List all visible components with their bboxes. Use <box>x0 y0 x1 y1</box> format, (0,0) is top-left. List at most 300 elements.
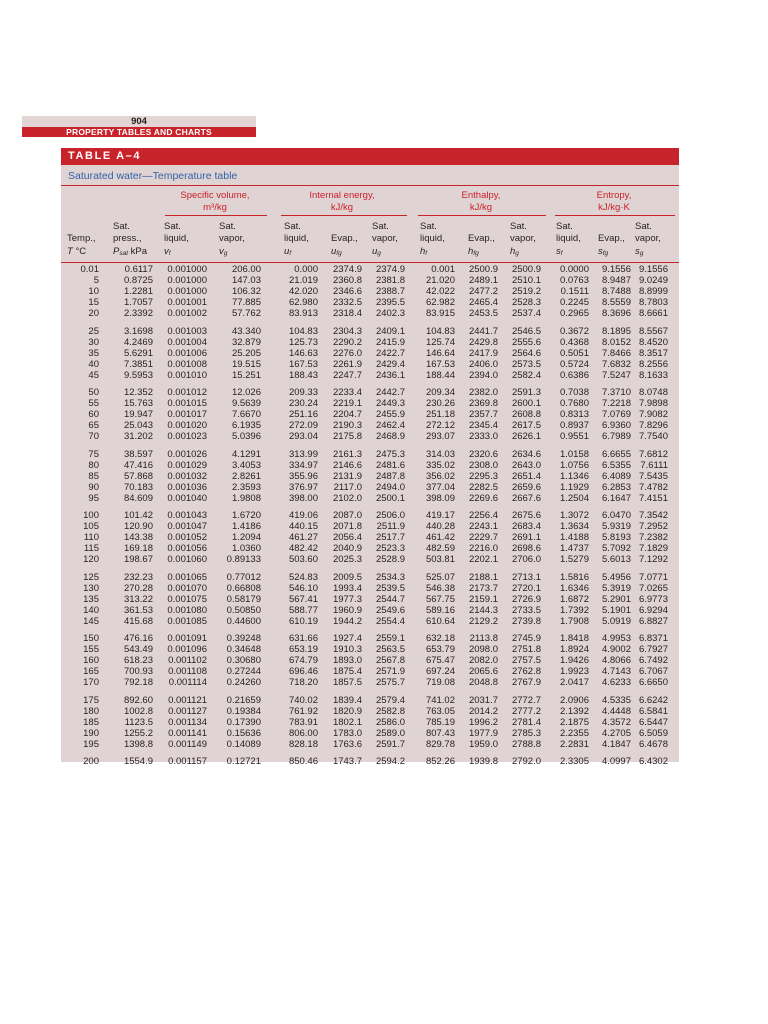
table-row <box>61 275 679 286</box>
table-cell: 632.18 <box>425 633 455 644</box>
table-title-bar <box>61 148 679 165</box>
table-cell: 2589.0 <box>375 727 405 739</box>
table-cell: 4.0997 <box>601 756 631 767</box>
table-cell: 8.0152 <box>601 336 631 348</box>
table-cell: 761.92 <box>288 705 318 717</box>
table-cell: 8.9487 <box>601 275 631 286</box>
table-cell: 155 <box>83 644 99 655</box>
table-cell: 2781.4 <box>511 716 541 728</box>
table-cell: 180 <box>83 705 99 717</box>
table-cell: 57.762 <box>231 308 261 319</box>
table-cell: 398.00 <box>288 492 318 504</box>
table-cell: 0.27244 <box>226 666 261 677</box>
table-cell: 167.53 <box>425 358 455 370</box>
table-cell: 21.020 <box>425 275 455 286</box>
table-cell: 785.19 <box>425 716 455 728</box>
table-cell: 19.515 <box>231 358 261 370</box>
table-cell: 7.4151 <box>638 492 668 504</box>
table-cell: 806.00 <box>288 727 318 739</box>
table-title: TABLE A–4 <box>68 150 142 162</box>
table-cell: 2031.7 <box>468 694 498 706</box>
table-cell: 0.001000 <box>167 264 207 275</box>
table-cell: 2429.4 <box>375 358 405 370</box>
column-header: Sat. liquid, $u_f$ <box>284 220 309 257</box>
table-cell: 543.49 <box>123 644 153 655</box>
table-cell: 0.34648 <box>226 644 261 655</box>
table-cell: 8.5559 <box>601 297 631 308</box>
table-cell: 2161.3 <box>332 448 362 460</box>
table-row <box>61 532 679 543</box>
table-cell: 2591.3 <box>511 387 541 398</box>
table-cell: 0.8725 <box>123 275 153 286</box>
table-cell: 146.64 <box>425 347 455 359</box>
table-row <box>61 605 679 616</box>
table-cell: 2269.6 <box>468 492 498 504</box>
table-cell: 6.8371 <box>638 633 668 644</box>
table-cell: 2554.4 <box>375 615 405 627</box>
table-cell: 674.79 <box>288 655 318 666</box>
table-cell: 355.96 <box>288 470 318 482</box>
table-cell: 2.2831 <box>559 738 589 750</box>
table-cell: 2204.7 <box>332 409 362 420</box>
table-cell: 2406.0 <box>468 358 498 370</box>
table-row <box>61 644 679 655</box>
column-header: Evap., $s_{fg}$ <box>598 233 625 257</box>
table-row <box>61 728 679 739</box>
table-cell: 101.42 <box>123 510 153 521</box>
table-row <box>61 387 679 398</box>
table-cell: 7.6832 <box>601 358 631 370</box>
table-cell: 2.3305 <box>559 756 589 767</box>
table-cell: 1.2504 <box>559 492 589 504</box>
column-header: Sat. liquid, $s_f$ <box>556 220 581 257</box>
table-row <box>61 264 679 275</box>
table-cell: 2290.2 <box>332 336 362 348</box>
table-cell: 852.26 <box>425 756 455 767</box>
table-cell: 1.4737 <box>559 543 589 554</box>
table-cell: 4.9953 <box>601 633 631 644</box>
table-cell: 2559.1 <box>375 633 405 644</box>
table-cell: 588.77 <box>288 604 318 616</box>
table-row <box>61 471 679 482</box>
table-cell: 2188.1 <box>468 571 498 583</box>
table-cell: 2772.7 <box>511 694 541 706</box>
table-cell: 7.0771 <box>638 571 668 583</box>
table-cell: 567.75 <box>425 593 455 605</box>
table-cell: 828.18 <box>288 738 318 750</box>
table-cell: 8.2556 <box>638 358 668 370</box>
table-cell: 6.7492 <box>638 655 668 666</box>
table-cell: 2332.5 <box>332 297 362 308</box>
table-cell: 2739.8 <box>511 615 541 627</box>
table-cell: 1783.0 <box>332 727 362 739</box>
table-cell: 2374.9 <box>332 264 362 275</box>
table-cell: 60 <box>88 409 99 420</box>
table-cell: 2402.3 <box>375 308 405 319</box>
table-cell: 546.38 <box>425 582 455 594</box>
table-cell: 15.763 <box>123 398 153 409</box>
table-cell: 30 <box>88 336 99 348</box>
table-cell: 4.5335 <box>601 694 631 706</box>
table-cell: 143.38 <box>123 532 153 543</box>
table-cell: 0.001008 <box>167 358 207 370</box>
table-cell: 125 <box>83 571 99 583</box>
table-cell: 2573.5 <box>511 358 541 370</box>
table-cell: 2591.7 <box>375 738 405 750</box>
table-cell: 5.2901 <box>601 593 631 605</box>
table-cell: 6.2853 <box>601 481 631 493</box>
table-cell: 7.4782 <box>638 481 668 493</box>
table-row <box>61 370 679 381</box>
table-cell: 8.6661 <box>638 308 668 319</box>
table-cell: 440.28 <box>425 521 455 532</box>
table-cell: 4.6233 <box>601 677 631 688</box>
table-cell: 0.6117 <box>124 264 153 275</box>
table-cell: 185 <box>83 716 99 728</box>
table-cell: 7.9898 <box>638 398 668 409</box>
table-cell: 0.001060 <box>167 554 207 565</box>
table-cell: 135 <box>83 593 99 605</box>
table-cell: 1.7057 <box>123 297 153 308</box>
table-cell: 6.4302 <box>638 756 668 767</box>
table-cell: 206.00 <box>231 264 261 275</box>
column-header: Sat. vapor, $h_g$ <box>510 220 536 257</box>
table-cell: 7.8296 <box>638 420 668 431</box>
table-cell: 5.7092 <box>601 543 631 554</box>
table-cell: 0.001096 <box>167 644 207 655</box>
table-cell: 1939.8 <box>468 756 498 767</box>
table-cell: 0.6386 <box>559 369 589 381</box>
table-cell: 1.0360 <box>231 543 261 554</box>
table-cell: 0.5051 <box>559 347 589 359</box>
table-cell: 83.913 <box>288 308 318 319</box>
table-cell: 2.3593 <box>231 481 261 493</box>
table-cell: 5.0396 <box>231 431 261 442</box>
table-cell: 9.5953 <box>123 369 153 381</box>
table-cell: 105 <box>83 521 99 532</box>
table-cell: 1960.9 <box>332 604 362 616</box>
table-cell: 5.4956 <box>601 571 631 583</box>
table-cell: 104.83 <box>425 325 455 337</box>
table-cell: 0.001149 <box>168 738 207 750</box>
table-cell: 115 <box>83 543 99 554</box>
table-cell: 5.3919 <box>601 582 631 594</box>
table-cell: 9.0249 <box>638 275 668 286</box>
table-cell: 2713.1 <box>511 571 541 583</box>
table-cell: 2175.8 <box>332 431 362 442</box>
table-cell: 5.0919 <box>601 615 631 627</box>
table-cell: 1993.4 <box>332 582 362 594</box>
table-cell: 5.1901 <box>601 604 631 616</box>
table-cell: 0.24260 <box>226 677 261 688</box>
table-cell: 2304.3 <box>332 325 362 337</box>
table-cell: 2261.9 <box>332 358 362 370</box>
table-cell: 1839.4 <box>332 694 362 706</box>
table-cell: 2539.5 <box>375 582 405 594</box>
table-cell: 0.01 <box>80 264 99 275</box>
table-cell: 1.0756 <box>559 459 589 471</box>
table-cell: 2243.1 <box>468 521 498 532</box>
table-cell: 2320.6 <box>468 448 498 460</box>
table-row <box>61 554 679 565</box>
table-cell: 7.3542 <box>638 510 668 521</box>
table-cell: 0.39248 <box>226 633 261 644</box>
table-cell: 2777.2 <box>511 705 541 717</box>
table-cell: 6.4089 <box>601 470 631 482</box>
table-cell: 2233.4 <box>332 387 362 398</box>
table-cell: 2442.7 <box>375 387 405 398</box>
table-cell: 232.23 <box>123 571 153 583</box>
table-cell: 190 <box>83 727 99 739</box>
table-subtitle: Saturated water—Temperature table <box>68 170 238 182</box>
table-cell: 120 <box>83 554 99 565</box>
table-cell: 476.16 <box>123 633 153 644</box>
table-cell: 7.2218 <box>601 398 631 409</box>
table-cell: 0.001026 <box>167 448 207 460</box>
table-cell: 2575.7 <box>375 677 405 688</box>
table-cell: 482.59 <box>425 543 455 554</box>
table-cell: 1875.4 <box>332 666 362 677</box>
table-cell: 1.4186 <box>231 521 261 532</box>
table-cell: 84.609 <box>123 492 153 504</box>
table-cell: 0.7038 <box>559 387 589 398</box>
table-cell: 0.001012 <box>167 387 207 398</box>
table-cell: 610.64 <box>425 615 455 627</box>
table-cell: 440.15 <box>288 521 318 532</box>
table-cell: 2608.8 <box>511 409 541 420</box>
table-cell: 2113.8 <box>469 633 498 644</box>
table-cell: 2117.0 <box>333 481 362 493</box>
table-cell: 2475.3 <box>375 448 405 460</box>
table-cell: 2489.1 <box>468 275 498 286</box>
column-header: Sat. liquid, $h_f$ <box>420 220 445 257</box>
table-cell: 2528.3 <box>511 297 541 308</box>
table-cell: 110 <box>83 532 99 543</box>
section-label: PROPERTY TABLES AND CHARTS <box>22 127 256 137</box>
table-cell: 2733.5 <box>511 604 541 616</box>
column-header: Evap., $h_{fg}$ <box>468 233 495 257</box>
table-cell: 2579.4 <box>375 694 405 706</box>
table-cell: 2102.0 <box>332 492 362 504</box>
table-cell: 25.205 <box>231 347 261 359</box>
table-cell: 0.001127 <box>168 705 207 717</box>
table-cell: 718.20 <box>288 677 318 688</box>
table-cell: 2048.8 <box>468 677 498 688</box>
table-cell: 0.17390 <box>226 716 261 728</box>
table-cell: 0.001000 <box>167 286 207 297</box>
table-cell: 2563.5 <box>375 644 405 655</box>
table-cell: 272.09 <box>288 420 318 431</box>
table-cell: 10 <box>88 286 99 297</box>
table-cell: 8.7803 <box>638 297 668 308</box>
table-cell: 398.09 <box>425 492 455 504</box>
table-cell: 2510.1 <box>511 275 541 286</box>
table-cell: 15.251 <box>231 369 261 381</box>
table-cell: 2.1875 <box>559 716 589 728</box>
table-cell: 1977.9 <box>468 727 498 739</box>
table-cell: 2417.9 <box>468 347 498 359</box>
table-cell: 1.7392 <box>559 604 589 616</box>
table-cell: 0.14089 <box>226 738 261 750</box>
table-cell: 230.24 <box>288 398 318 409</box>
table-cell: 314.03 <box>425 448 455 460</box>
table-cell: 2659.6 <box>511 481 541 493</box>
table-row <box>61 398 679 409</box>
table-cell: 2065.6 <box>468 666 498 677</box>
table-cell: 140 <box>83 604 99 616</box>
table-cell: 1.5279 <box>559 554 589 565</box>
table-cell: 2468.9 <box>375 431 405 442</box>
table-cell: 2415.9 <box>375 336 405 348</box>
table-cell: 251.16 <box>288 409 318 420</box>
table-cell: 0.19384 <box>226 705 261 717</box>
table-cell: 0.58179 <box>226 593 261 605</box>
table-cell: 7.0265 <box>638 582 668 594</box>
table-cell: 0.001052 <box>167 532 207 543</box>
table-cell: 2422.7 <box>375 347 405 359</box>
table-cell: 2360.8 <box>332 275 362 286</box>
column-header: Sat. liquid, $v_f$ <box>164 220 189 257</box>
table-cell: 7.2952 <box>638 521 668 532</box>
table-cell: 0.000 <box>294 264 318 275</box>
table-cell: 1927.4 <box>332 633 362 644</box>
table-cell: 7.0769 <box>601 409 631 420</box>
table-cell: 0.001017 <box>167 409 207 420</box>
table-cell: 2720.1 <box>511 582 541 594</box>
table-cell: 2582.4 <box>511 369 541 381</box>
table-row <box>61 543 679 554</box>
table-cell: 2014.2 <box>468 705 498 717</box>
table-cell: 125.73 <box>288 336 318 348</box>
table-cell: 2643.0 <box>511 459 541 471</box>
table-cell: 0.001108 <box>168 666 207 677</box>
table-cell: 2788.8 <box>511 738 541 750</box>
table-cell: 0.001075 <box>167 593 207 605</box>
table-cell: 503.81 <box>425 554 455 565</box>
table-cell: 6.6650 <box>638 677 668 688</box>
table-cell: 0.001085 <box>167 615 207 627</box>
table-cell: 0.001006 <box>167 347 207 359</box>
table-cell: 2202.1 <box>468 554 498 565</box>
table-cell: 25.043 <box>123 420 153 431</box>
table-cell: 165 <box>83 666 99 677</box>
table-cell: 9.5639 <box>231 398 261 409</box>
table-row <box>61 739 679 750</box>
table-cell: 1959.0 <box>468 738 498 750</box>
table-cell: 2506.0 <box>375 510 405 521</box>
column-header: Temp., T °C <box>67 233 96 257</box>
table-cell: 1.6872 <box>559 593 589 605</box>
table-cell: 8.1633 <box>638 369 668 381</box>
table-cell: 75 <box>88 448 99 460</box>
table-row <box>61 521 679 532</box>
table-cell: 6.0470 <box>601 510 631 521</box>
table-cell: 0.8313 <box>559 409 589 420</box>
table-cell: 1123.5 <box>124 716 153 728</box>
table-cell: 2617.5 <box>511 420 541 431</box>
table-cell: 2040.9 <box>332 543 362 554</box>
table-cell: 376.97 <box>288 481 318 493</box>
table-cell: 0.4368 <box>559 336 589 348</box>
table-cell: 230.26 <box>425 398 455 409</box>
table-cell: 42.020 <box>288 286 318 297</box>
table-cell: 2667.6 <box>511 492 541 504</box>
table-cell: 2455.9 <box>375 409 405 420</box>
table-cell: 2247.7 <box>332 369 362 381</box>
table-cell: 40 <box>88 358 99 370</box>
table-cell: 2409.1 <box>375 325 405 337</box>
table-cell: 0.001010 <box>167 369 207 381</box>
table-cell: 2519.2 <box>511 286 541 297</box>
table-cell: 2465.4 <box>468 297 498 308</box>
table-cell: 2511.9 <box>376 521 405 532</box>
table-cell: 2308.0 <box>468 459 498 471</box>
table-cell: 675.47 <box>425 655 455 666</box>
table-cell: 0.001065 <box>167 571 207 583</box>
table-cell: 19.947 <box>123 409 153 420</box>
table-cell: 2767.9 <box>511 677 541 688</box>
table-cell: 8.3517 <box>638 347 668 359</box>
table-cell: 335.02 <box>425 459 455 471</box>
table-cell: 1.9426 <box>559 655 589 666</box>
table-cell: 2229.7 <box>468 532 498 543</box>
table-cell: 65 <box>88 420 99 431</box>
header-rule <box>61 262 679 263</box>
table-row <box>61 572 679 583</box>
table-cell: 6.7067 <box>638 666 668 677</box>
table-cell: 792.18 <box>123 677 153 688</box>
table-cell: 35 <box>88 347 99 359</box>
table-cell: 77.885 <box>231 297 261 308</box>
table-cell: 2146.6 <box>332 459 362 471</box>
table-cell: 2600.1 <box>511 398 541 409</box>
group-rule-volume <box>165 215 267 216</box>
table-cell: 2346.6 <box>332 286 362 297</box>
group-specific-volume: Specific volume, m³/kg <box>180 190 250 213</box>
table-cell: 4.7143 <box>601 666 631 677</box>
table-cell: 6.1935 <box>231 420 261 431</box>
table-cell: 43.340 <box>231 325 261 337</box>
table-cell: 2634.6 <box>511 448 541 460</box>
table-cell: 2071.8 <box>332 521 362 532</box>
table-cell: 482.42 <box>288 543 318 554</box>
table-cell: 5.9319 <box>601 521 631 532</box>
column-header: Sat. vapor, $v_g$ <box>219 220 245 257</box>
table-cell: 1857.5 <box>332 677 362 688</box>
table-cell: 2453.5 <box>468 308 498 319</box>
table-row <box>61 286 679 297</box>
table-cell: 70.183 <box>123 481 153 493</box>
table-cell: 2549.6 <box>375 604 405 616</box>
table-cell: 4.2705 <box>601 727 631 739</box>
table-row <box>61 717 679 728</box>
table-cell: 0.001121 <box>168 694 207 706</box>
table-cell: 7.8466 <box>601 347 631 359</box>
table-cell: 2082.0 <box>468 655 498 666</box>
table-cell: 100 <box>83 510 99 521</box>
table-cell: 377.04 <box>425 481 455 493</box>
table-cell: 2792.0 <box>511 756 541 767</box>
table-cell: 104.83 <box>288 325 318 337</box>
table-cell: 0.001091 <box>167 633 207 644</box>
table-cell: 2481.6 <box>375 459 405 471</box>
table-cell: 0.12721 <box>226 756 261 767</box>
table-cell: 2.1392 <box>559 705 589 717</box>
column-header: Sat. vapor, $s_g$ <box>635 220 661 257</box>
table-cell: 1763.6 <box>332 738 362 750</box>
table-cell: 7.6111 <box>640 459 668 471</box>
table-cell: 7.6812 <box>638 448 668 460</box>
